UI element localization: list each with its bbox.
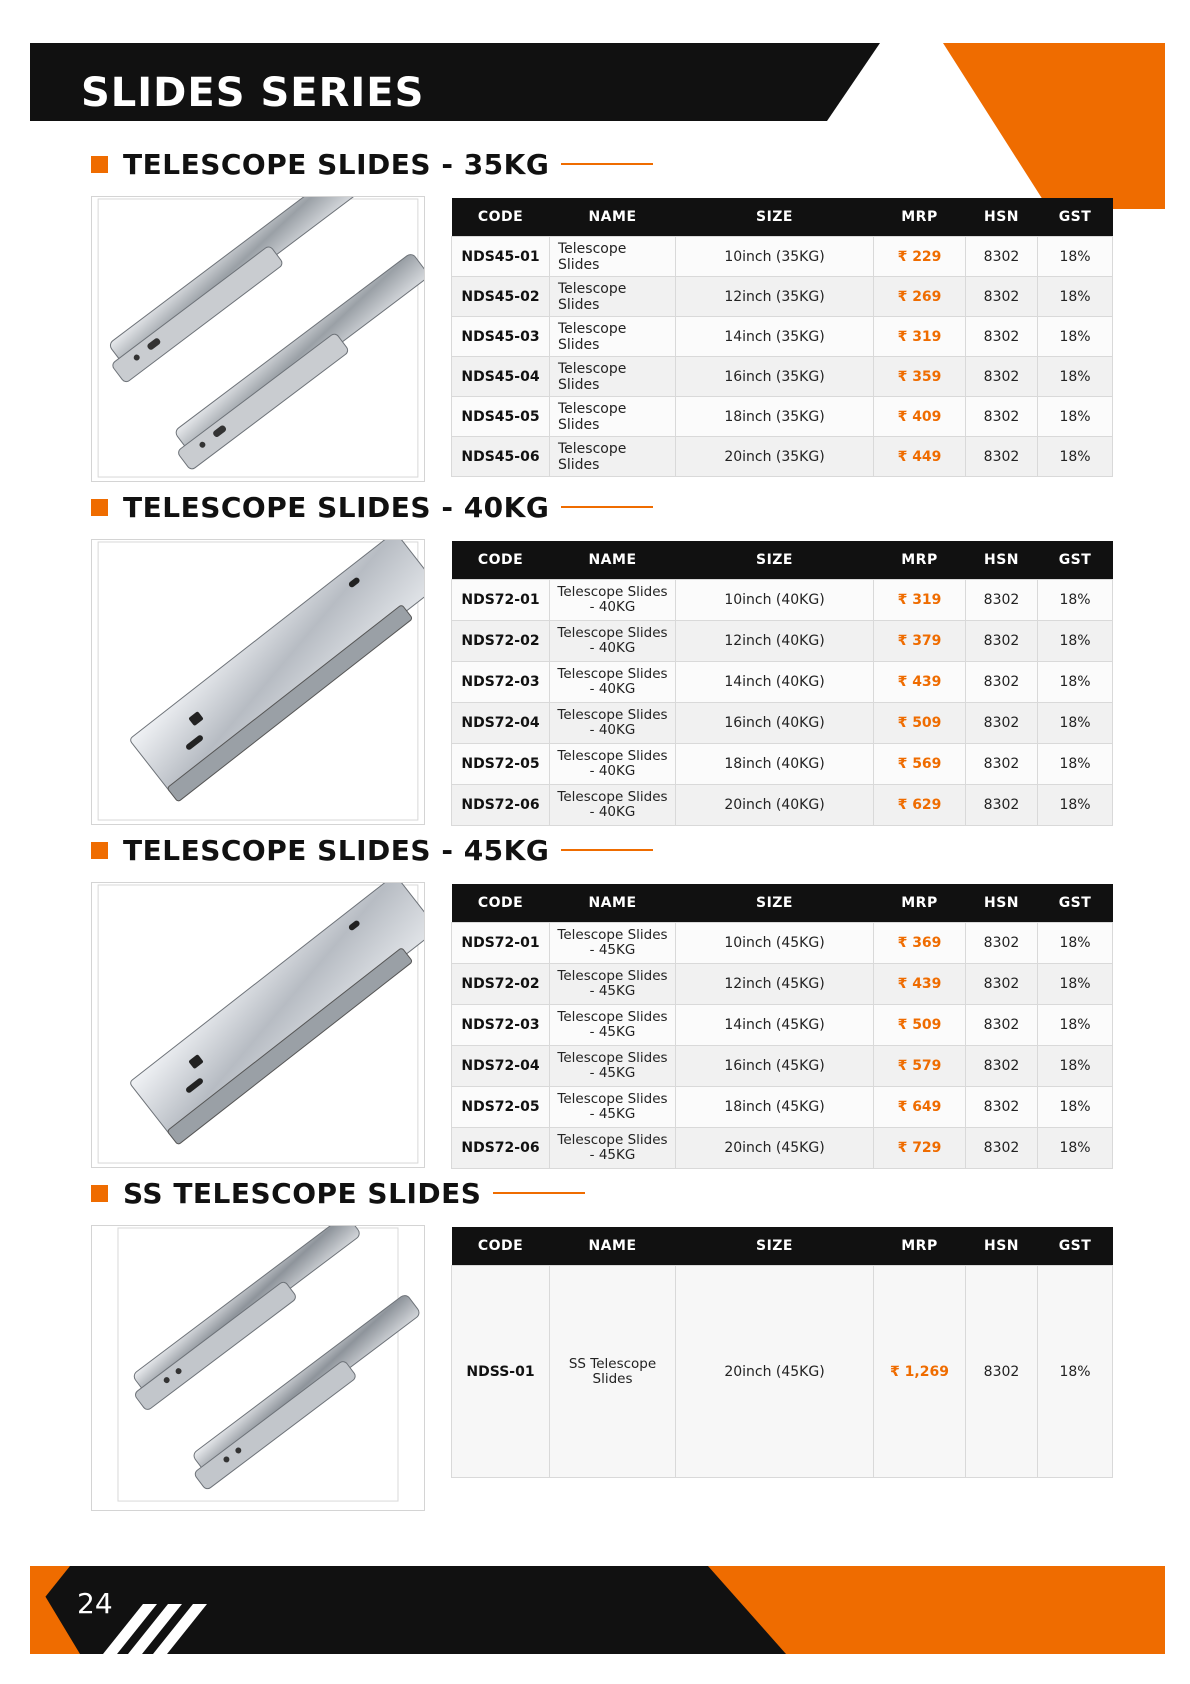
heading-bullet	[91, 499, 108, 516]
cell-hsn: 8302	[966, 317, 1038, 357]
cell-hsn: 8302	[966, 277, 1038, 317]
section-title: TELESCOPE SLIDES - 35KG	[123, 147, 550, 181]
cell-code: NDS72-05	[452, 1087, 550, 1128]
section-heading	[91, 147, 653, 181]
cell-mrp: ₹ 449	[874, 437, 966, 477]
cell-name: SS Telescope Slides	[550, 1266, 676, 1478]
col-header-size: SIZE	[676, 541, 874, 580]
cell-name: Telescope Slides - 40KG	[550, 785, 676, 826]
cell-name: Telescope Slides - 40KG	[550, 744, 676, 785]
table-row	[452, 357, 1113, 397]
cell-gst: 18%	[1038, 621, 1113, 662]
page-number: 24	[77, 1587, 113, 1620]
table-row	[452, 237, 1113, 277]
cell-size: 16inch (35KG)	[676, 357, 874, 397]
table-row	[452, 785, 1113, 826]
cell-code: NDS72-06	[452, 1128, 550, 1169]
cell-name: Telescope Slides	[550, 437, 676, 477]
cell-size: 18inch (40KG)	[676, 744, 874, 785]
cell-hsn: 8302	[966, 621, 1038, 662]
cell-hsn: 8302	[966, 437, 1038, 477]
heading-rule	[561, 163, 653, 165]
cell-code: NDS72-06	[452, 785, 550, 826]
heading-bullet	[91, 1185, 108, 1202]
cell-size: 10inch (40KG)	[676, 580, 874, 621]
cell-name: Telescope Slides - 45KG	[550, 1005, 676, 1046]
cell-name: Telescope Slides	[550, 357, 676, 397]
cell-gst: 18%	[1038, 580, 1113, 621]
col-header-hsn: HSN	[966, 541, 1038, 580]
table-row	[452, 580, 1113, 621]
col-header-mrp: MRP	[874, 198, 966, 237]
cell-size: 20inch (45KG)	[676, 1266, 874, 1478]
cell-hsn: 8302	[966, 1046, 1038, 1087]
cell-size: 16inch (45KG)	[676, 1046, 874, 1087]
cell-gst: 18%	[1038, 1128, 1113, 1169]
cell-mrp: ₹ 1,269	[874, 1266, 966, 1478]
cell-code: NDS45-06	[452, 437, 550, 477]
table-header-row	[452, 541, 1113, 580]
cell-hsn: 8302	[966, 923, 1038, 964]
cell-size: 20inch (35KG)	[676, 437, 874, 477]
cell-mrp: ₹ 359	[874, 357, 966, 397]
cell-mrp: ₹ 319	[874, 317, 966, 357]
cell-size: 14inch (40KG)	[676, 662, 874, 703]
col-header-name: NAME	[550, 1227, 676, 1266]
cell-gst: 18%	[1038, 1046, 1113, 1087]
cell-code: NDS45-02	[452, 277, 550, 317]
cell-code: NDS72-03	[452, 1005, 550, 1046]
cell-mrp: ₹ 629	[874, 785, 966, 826]
table-row	[452, 621, 1113, 662]
product-photo-ss	[91, 1225, 425, 1511]
heading-rule	[493, 1192, 585, 1194]
col-header-size: SIZE	[676, 884, 874, 923]
cell-hsn: 8302	[966, 703, 1038, 744]
cell-name: Telescope Slides - 45KG	[550, 1046, 676, 1087]
col-header-name: NAME	[550, 198, 676, 237]
cell-mrp: ₹ 229	[874, 237, 966, 277]
table-row	[452, 277, 1113, 317]
cell-code: NDS72-05	[452, 744, 550, 785]
table-header-row	[452, 884, 1113, 923]
product-photo-35kg	[91, 196, 425, 482]
cell-code: NDS72-04	[452, 1046, 550, 1087]
cell-gst: 18%	[1038, 662, 1113, 703]
cell-hsn: 8302	[966, 744, 1038, 785]
cell-size: 10inch (35KG)	[676, 237, 874, 277]
page-title: SLIDES SERIES	[81, 70, 425, 116]
col-header-hsn: HSN	[966, 198, 1038, 237]
cell-code: NDS72-02	[452, 964, 550, 1005]
table-row	[452, 1005, 1113, 1046]
table-row	[452, 744, 1113, 785]
cell-gst: 18%	[1038, 237, 1113, 277]
cell-code: NDSS-01	[452, 1266, 550, 1478]
cell-name: Telescope Slides	[550, 397, 676, 437]
telescope-slide-image	[92, 197, 424, 481]
cell-name: Telescope Slides - 45KG	[550, 923, 676, 964]
cell-size: 20inch (40KG)	[676, 785, 874, 826]
cell-mrp: ₹ 319	[874, 580, 966, 621]
cell-gst: 18%	[1038, 785, 1113, 826]
cell-name: Telescope Slides	[550, 277, 676, 317]
cell-gst: 18%	[1038, 703, 1113, 744]
cell-mrp: ₹ 649	[874, 1087, 966, 1128]
col-header-code: CODE	[452, 198, 550, 237]
cell-hsn: 8302	[966, 1005, 1038, 1046]
col-header-gst: GST	[1038, 541, 1113, 580]
cell-name: Telescope Slides - 40KG	[550, 621, 676, 662]
cell-name: Telescope Slides - 45KG	[550, 1087, 676, 1128]
cell-size: 12inch (45KG)	[676, 964, 874, 1005]
cell-code: NDS72-02	[452, 621, 550, 662]
cell-mrp: ₹ 579	[874, 1046, 966, 1087]
table-row	[452, 662, 1113, 703]
cell-name: Telescope Slides - 45KG	[550, 964, 676, 1005]
footer-banner	[30, 1566, 1165, 1654]
cell-name: Telescope Slides - 40KG	[550, 580, 676, 621]
section-heading	[91, 833, 653, 867]
cell-size: 14inch (45KG)	[676, 1005, 874, 1046]
cell-hsn: 8302	[966, 580, 1038, 621]
heading-rule	[561, 506, 653, 508]
col-header-gst: GST	[1038, 884, 1113, 923]
section-heading	[91, 1176, 585, 1210]
cell-hsn: 8302	[966, 785, 1038, 826]
cell-mrp: ₹ 509	[874, 1005, 966, 1046]
cell-code: NDS72-01	[452, 923, 550, 964]
cell-code: NDS45-05	[452, 397, 550, 437]
cell-code: NDS45-04	[452, 357, 550, 397]
col-header-gst: GST	[1038, 1227, 1113, 1266]
col-header-hsn: HSN	[966, 1227, 1038, 1266]
table-row	[452, 437, 1113, 477]
col-header-name: NAME	[550, 884, 676, 923]
cell-gst: 18%	[1038, 317, 1113, 357]
cell-hsn: 8302	[966, 1087, 1038, 1128]
cell-mrp: ₹ 569	[874, 744, 966, 785]
telescope-slide-image	[92, 1226, 424, 1510]
price-table-ss	[451, 1227, 1113, 1478]
cell-name: Telescope Slides - 40KG	[550, 662, 676, 703]
col-header-mrp: MRP	[874, 884, 966, 923]
section-title: TELESCOPE SLIDES - 40KG	[123, 490, 550, 524]
cell-gst: 18%	[1038, 744, 1113, 785]
cell-hsn: 8302	[966, 1266, 1038, 1478]
product-photo-40kg	[91, 539, 425, 825]
cell-mrp: ₹ 729	[874, 1128, 966, 1169]
cell-gst: 18%	[1038, 1266, 1113, 1478]
cell-size: 10inch (45KG)	[676, 923, 874, 964]
col-header-size: SIZE	[676, 198, 874, 237]
cell-size: 18inch (35KG)	[676, 397, 874, 437]
heading-bullet	[91, 842, 108, 859]
col-header-name: NAME	[550, 541, 676, 580]
telescope-slide-image	[92, 540, 424, 824]
table-header-row	[452, 198, 1113, 237]
cell-code: NDS72-03	[452, 662, 550, 703]
price-table-35kg	[451, 198, 1113, 477]
table-row	[452, 964, 1113, 1005]
col-header-code: CODE	[452, 541, 550, 580]
col-header-mrp: MRP	[874, 541, 966, 580]
table-row	[452, 923, 1113, 964]
table-row	[452, 1128, 1113, 1169]
table-row	[452, 1087, 1113, 1128]
cell-hsn: 8302	[966, 397, 1038, 437]
cell-mrp: ₹ 379	[874, 621, 966, 662]
cell-mrp: ₹ 439	[874, 964, 966, 1005]
cell-hsn: 8302	[966, 964, 1038, 1005]
col-header-hsn: HSN	[966, 884, 1038, 923]
cell-size: 20inch (45KG)	[676, 1128, 874, 1169]
table-row	[452, 397, 1113, 437]
section-title: TELESCOPE SLIDES - 45KG	[123, 833, 550, 867]
cell-name: Telescope Slides - 45KG	[550, 1128, 676, 1169]
cell-gst: 18%	[1038, 437, 1113, 477]
col-header-gst: GST	[1038, 198, 1113, 237]
cell-gst: 18%	[1038, 357, 1113, 397]
table-row	[452, 1266, 1113, 1478]
heading-bullet	[91, 156, 108, 173]
telescope-slide-image	[92, 883, 424, 1167]
cell-code: NDS72-01	[452, 580, 550, 621]
cell-code: NDS72-04	[452, 703, 550, 744]
cell-mrp: ₹ 409	[874, 397, 966, 437]
cell-size: 18inch (45KG)	[676, 1087, 874, 1128]
col-header-mrp: MRP	[874, 1227, 966, 1266]
cell-code: NDS45-01	[452, 237, 550, 277]
cell-mrp: ₹ 439	[874, 662, 966, 703]
cell-gst: 18%	[1038, 923, 1113, 964]
cell-mrp: ₹ 509	[874, 703, 966, 744]
heading-rule	[561, 849, 653, 851]
cell-name: Telescope Slides	[550, 237, 676, 277]
cell-gst: 18%	[1038, 397, 1113, 437]
product-photo-45kg	[91, 882, 425, 1168]
cell-gst: 18%	[1038, 964, 1113, 1005]
col-header-size: SIZE	[676, 1227, 874, 1266]
cell-hsn: 8302	[966, 357, 1038, 397]
col-header-code: CODE	[452, 884, 550, 923]
cell-size: 12inch (40KG)	[676, 621, 874, 662]
cell-hsn: 8302	[966, 1128, 1038, 1169]
cell-size: 16inch (40KG)	[676, 703, 874, 744]
price-table-45kg	[451, 884, 1113, 1169]
cell-gst: 18%	[1038, 1087, 1113, 1128]
cell-name: Telescope Slides - 40KG	[550, 703, 676, 744]
cell-gst: 18%	[1038, 1005, 1113, 1046]
table-row	[452, 317, 1113, 357]
cell-hsn: 8302	[966, 237, 1038, 277]
cell-code: NDS45-03	[452, 317, 550, 357]
cell-mrp: ₹ 269	[874, 277, 966, 317]
cell-gst: 18%	[1038, 277, 1113, 317]
cell-size: 12inch (35KG)	[676, 277, 874, 317]
price-table-40kg	[451, 541, 1113, 826]
table-row	[452, 703, 1113, 744]
cell-hsn: 8302	[966, 662, 1038, 703]
section-title: SS TELESCOPE SLIDES	[123, 1176, 482, 1210]
col-header-code: CODE	[452, 1227, 550, 1266]
cell-name: Telescope Slides	[550, 317, 676, 357]
cell-size: 14inch (35KG)	[676, 317, 874, 357]
section-heading	[91, 490, 653, 524]
cell-mrp: ₹ 369	[874, 923, 966, 964]
table-header-row	[452, 1227, 1113, 1266]
table-row	[452, 1046, 1113, 1087]
